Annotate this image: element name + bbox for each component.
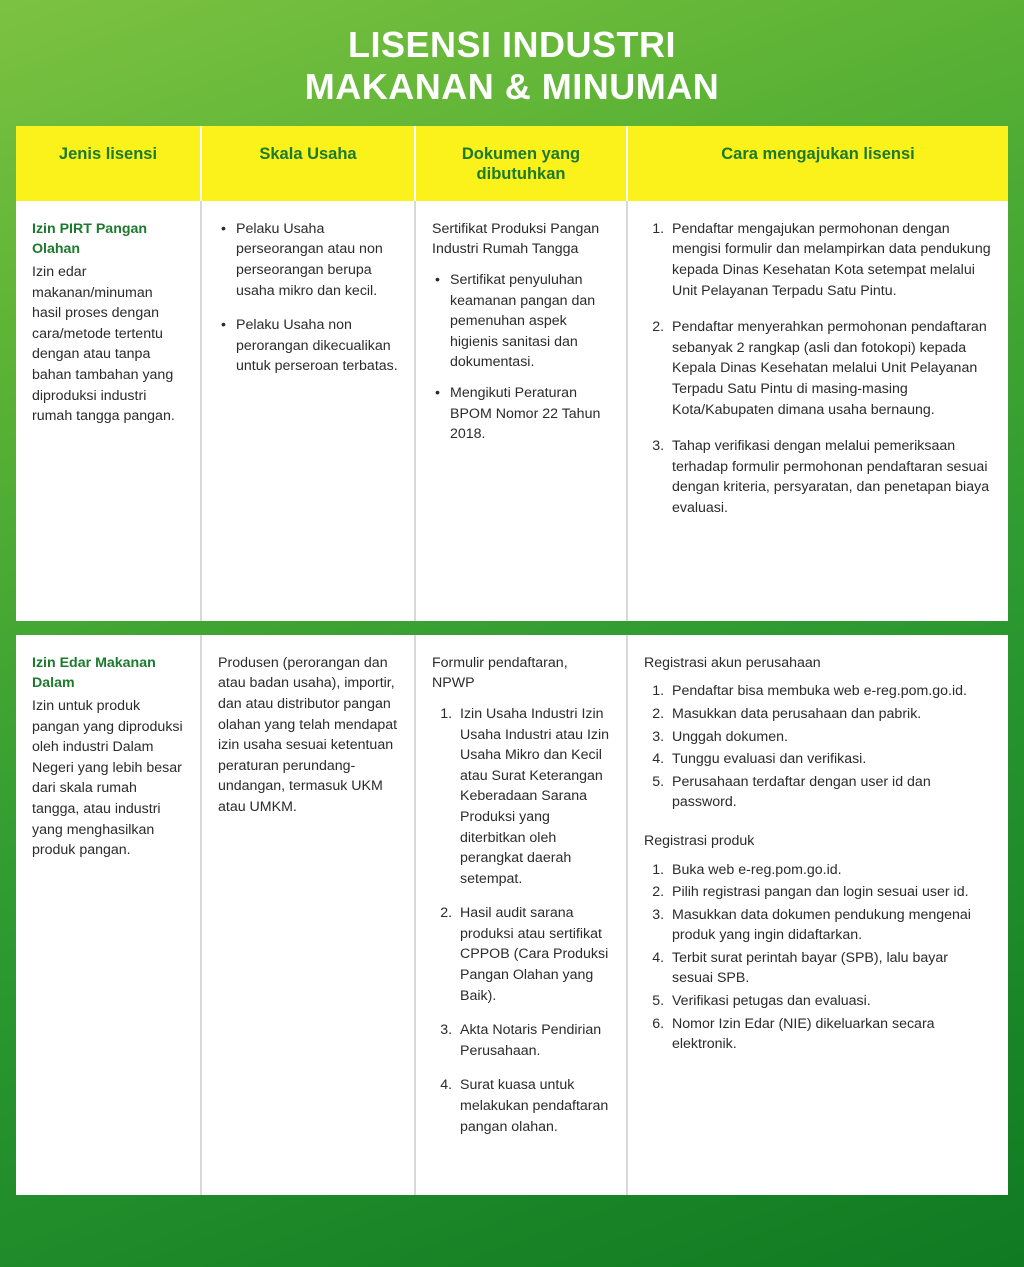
cell-skala-usaha-2: [202, 635, 416, 1195]
list-item: 2. Masukkan data perusahaan dan pabrik.: [668, 704, 992, 725]
cell-jenis-lisensi-1: [16, 201, 202, 621]
dokumen-lead-1: Sertifikat Produksi Pangan Industri Rumah Tangga: [432, 220, 600, 258]
page-header: [0, 0, 1024, 126]
list-item: 1. Buka web e-reg.pom.go.id.: [668, 860, 992, 881]
list-item: 2. Pendaftar menyerahkan permohonan pendaftaran sebanyak 2 rangkap (asli dan fotokopi) kepada Kepala Dinas Kesehatan melalui Unit Pelayanan Terpadu Satu Pintu di masing-masing Kota/Kabupaten dimana usaha bernaung.: [668, 317, 992, 420]
table-header-row: [16, 126, 1008, 201]
list-item: • Pelaku Usaha non perorangan dikecualikan untuk perseroan terbatas.: [234, 315, 398, 377]
list-item: 3. Akta Notaris Pendirian Perusahaan.: [456, 1020, 610, 1061]
spacer: [644, 815, 992, 831]
list-item: 6. Nomor Izin Edar (NIE) dikeluarkan secara elektronik.: [668, 1014, 992, 1055]
license-name-1: Izin PIRT Pangan Olahan: [32, 220, 148, 258]
cara-group-2-title: Registrasi produk: [644, 832, 755, 849]
list-item: 3. Tahap verifikasi dengan melalui pemeriksaan terhadap formulir permohonan pendaftaran sesuai dengan kriteria, persyaratan, dan penetapan biaya evaluasi.: [668, 436, 992, 518]
cell-skala-usaha-1: [202, 201, 416, 621]
cell-jenis-lisensi-2: [16, 635, 202, 1195]
license-description-2: Izin untuk produk pangan yang diproduksi oleh industri Dalam Negeri yang lebih besar dari skala rumah tangga, atau industri yang menghasilkan produk pangan.: [32, 697, 183, 859]
list-item: 1. Pendaftar mengajukan permohonan dengan mengisi formulir dan melampirkan data pendukung kepada Dinas Kesehatan Kota setempat melalui Unit Pelayanan Terpadu Satu Pintu.: [668, 219, 992, 301]
cara-group-2-steps: [644, 860, 992, 1055]
column-header-dokumen: Dokumen yang dibutuhkan: [416, 126, 628, 201]
list-item: 4. Surat kuasa untuk melakukan pendaftaran pangan olahan.: [456, 1075, 610, 1137]
column-header-jenis-lisensi: Jenis lisensi: [16, 126, 202, 201]
dokumen-lead-2: Formulir pendaftaran, NPWP: [432, 654, 568, 692]
column-header-skala-usaha: Skala Usaha: [202, 126, 416, 201]
cell-cara-mengajukan-2: [628, 635, 1008, 1195]
footer-bar: [0, 1209, 1024, 1225]
table-row: [16, 635, 1008, 1195]
list-item: 3. Masukkan data dokumen pendukung mengenai produk yang ingin didaftarkan.: [668, 905, 992, 946]
list-item: 4. Tunggu evaluasi dan verifikasi.: [668, 749, 992, 770]
dokumen-steps-2: [432, 704, 610, 1137]
list-item: 1. Izin Usaha Industri Izin Usaha Industri atau Izin Usaha Mikro dan Kecil atau Surat Keterangan Keberadaan Sarana Produksi yang diterbitkan oleh perangkat daerah setempat.: [456, 704, 610, 889]
list-item: 2. Hasil audit sarana produksi atau sertifikat CPPOB (Cara Produksi Pangan Olahan yang Baik).: [456, 903, 610, 1006]
table-row: [16, 201, 1008, 621]
list-item: • Pelaku Usaha perseorangan atau non perseorangan berupa usaha mikro dan kecil.: [234, 219, 398, 301]
license-name-2: Izin Edar Makanan Dalam: [32, 654, 156, 692]
list-item: 5. Verifikasi petugas dan evaluasi.: [668, 991, 992, 1012]
cell-cara-mengajukan-1: [628, 201, 1008, 621]
list-item: • Mengikuti Peraturan BPOM Nomor 22 Tahun 2018.: [448, 383, 610, 445]
license-table: [16, 126, 1008, 1195]
page-title: [40, 24, 984, 108]
page-title-line-2: MAKANAN & MINUMAN: [304, 65, 720, 107]
skala-list-1: [218, 219, 398, 377]
list-item: 1. Pendaftar bisa membuka web e-reg.pom.go.id.: [668, 681, 992, 702]
cara-group-1-title: Registrasi akun perusahaan: [644, 654, 821, 671]
column-header-cara-mengajukan: Cara mengajukan lisensi: [721, 144, 915, 163]
dokumen-list-1: [432, 270, 610, 445]
list-item: 2. Pilih registrasi pangan dan login sesuai user id.: [668, 882, 992, 903]
skala-description-2: Produsen (perorangan dan atau badan usaha), importir, dan atau distributor pangan olahan yang telah mendapat izin usaha sesuai ketentuan peraturan perundang-undangan, termasuk UKM atau UMKM.: [218, 654, 398, 815]
cara-steps-1: [644, 219, 992, 519]
list-item: • Sertifikat penyuluhan keamanan pangan dan pemenuhan aspek higienis sanitasi dan dokumentasi.: [448, 270, 610, 373]
list-item: 5. Perusahaan terdaftar dengan user id dan password.: [668, 772, 992, 813]
cara-group-1-steps: [644, 681, 992, 813]
cell-dokumen-1: [416, 201, 628, 621]
list-item: 3. Unggah dokumen.: [668, 727, 992, 748]
page-title-line-1: LISENSI INDUSTRI: [347, 24, 677, 65]
list-item: 4. Terbit surat perintah bayar (SPB), lalu bayar sesuai SPB.: [668, 948, 992, 989]
cell-dokumen-2: [416, 635, 628, 1195]
license-description-1: Izin edar makanan/minuman hasil proses dengan cara/metode tertentu dengan atau tanpa bahan tambahan yang diproduksi industri rumah tangga pangan.: [32, 263, 175, 425]
